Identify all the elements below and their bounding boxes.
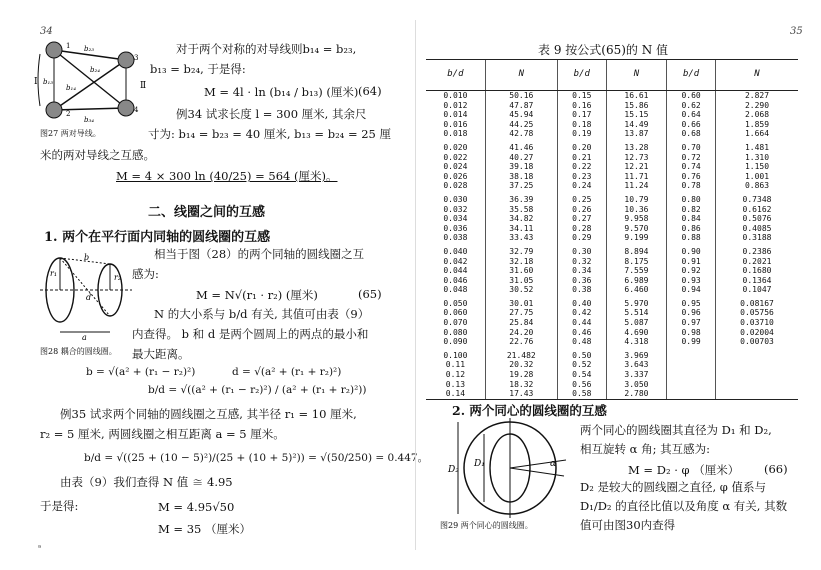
table-cell: 0.84 bbox=[667, 214, 716, 224]
table-cell: 0.014 bbox=[443, 110, 468, 120]
table-cell: 42.78 bbox=[485, 129, 557, 139]
table-cell: 33.43 bbox=[485, 233, 557, 243]
table-row bbox=[426, 139, 798, 153]
table-row bbox=[426, 162, 798, 172]
paragraph-7-equation-1: M = 4.95√50 bbox=[158, 500, 235, 514]
table-cell bbox=[716, 347, 799, 361]
table-cell: 0.62 bbox=[667, 101, 716, 111]
table-cell: 31.60 bbox=[485, 266, 557, 276]
fig29-label-D2: D₂ bbox=[448, 465, 459, 475]
table-row bbox=[426, 243, 798, 257]
table-cell: 0.080 bbox=[443, 327, 468, 337]
table-row bbox=[426, 153, 798, 163]
table-cell bbox=[667, 370, 716, 380]
table-cell: 0.018 bbox=[443, 129, 468, 139]
table-cell: 31.05 bbox=[485, 276, 557, 286]
fig28-label-b: b bbox=[84, 253, 90, 262]
paragraph-6: 由表（9）我们查得 N 值 ≅ 4.95 bbox=[60, 475, 233, 489]
paragraph-9-line-3: 值可由图30内查得 bbox=[580, 518, 676, 532]
page-number-right: 35 bbox=[790, 26, 803, 37]
figure-27-caption: 图27 两对导线。 bbox=[40, 129, 101, 138]
example-35-equation: b/d = √((25 + (10 − 5)²)/(25 + (10 + 5)²)) = √(50/250) = 0.447。 bbox=[84, 452, 429, 464]
table-cell: 0.05756 bbox=[716, 308, 799, 318]
fig28-label-r1: r₁ bbox=[50, 269, 58, 278]
table-cell: 0.74 bbox=[667, 162, 716, 172]
fig28-label-a: a bbox=[82, 333, 87, 342]
table-cell: 8.894 bbox=[606, 243, 666, 257]
table-cell: 35.58 bbox=[485, 205, 557, 215]
table-cell: 50.16 bbox=[485, 91, 557, 101]
table-cell: 0.96 bbox=[667, 308, 716, 318]
fig27-label-b14: b₁₄ bbox=[66, 84, 77, 92]
table-cell: 0.20 bbox=[557, 139, 606, 153]
table-cell: 27.75 bbox=[485, 308, 557, 318]
table-row bbox=[426, 380, 798, 390]
table-cell: 0.21 bbox=[557, 153, 606, 163]
fig28-label-d: d bbox=[86, 293, 92, 302]
paragraph-2-line-2: 寸为: b₁₄ = b₂₃ = 40 厘米, b₁₃ = b₂₄ = 25 厘 bbox=[148, 127, 392, 141]
table-cell: 0.19 bbox=[557, 129, 606, 139]
equation-66-number: (66) bbox=[764, 462, 788, 476]
fig27-node-4: 4 bbox=[134, 106, 139, 114]
col-header-bd-2: b/d bbox=[557, 60, 606, 91]
table-cell: 0.2386 bbox=[716, 243, 799, 257]
table-cell: 0.54 bbox=[557, 370, 606, 380]
table-cell: 0.060 bbox=[443, 308, 468, 318]
table-cell: 0.56 bbox=[557, 380, 606, 390]
table-cell: 0.46 bbox=[557, 328, 606, 338]
table-cell: 0.02004 bbox=[716, 328, 799, 338]
table-cell: 36.39 bbox=[485, 191, 557, 205]
table-cell: 0.99 bbox=[667, 337, 716, 347]
table-cell: 32.18 bbox=[485, 257, 557, 267]
table-cell: 12.21 bbox=[606, 162, 666, 172]
table-row bbox=[426, 328, 798, 338]
table-cell: 0.60 bbox=[667, 91, 716, 101]
subsection-1-title: 1. 两个在平行面内同轴的圆线圈的互感 bbox=[44, 230, 271, 245]
table-cell: 0.12 bbox=[445, 370, 466, 380]
table-cell: 32.79 bbox=[485, 243, 557, 257]
table-cell: 0.64 bbox=[667, 110, 716, 120]
equation-65-number: (65) bbox=[358, 287, 382, 301]
table-row bbox=[426, 205, 798, 215]
table-cell: 4.318 bbox=[606, 337, 666, 347]
table-cell: 0.016 bbox=[443, 119, 468, 129]
paragraph-8-line-2: 相互旋转 α 角; 其互感为: bbox=[580, 442, 710, 456]
fig27-label-b24: b₂₄ bbox=[90, 66, 101, 74]
table-cell: 3.050 bbox=[606, 380, 666, 390]
table-cell: 21.482 bbox=[485, 347, 557, 361]
table-cell: 4.690 bbox=[606, 328, 666, 338]
paragraph-5-line-2: r₂ = 5 厘米, 两圆线圈之相互距离 a = 5 厘米。 bbox=[40, 427, 285, 441]
table-cell: 1.001 bbox=[716, 172, 799, 182]
col-header-n-2: N bbox=[606, 60, 666, 91]
table-cell: 0.3188 bbox=[716, 233, 799, 243]
table-cell: 12.73 bbox=[606, 153, 666, 163]
table-cell: 0.00703 bbox=[716, 337, 799, 347]
table-cell: 0.14 bbox=[426, 389, 485, 399]
section-2-title: 二、线圈之间的互感 bbox=[148, 205, 266, 220]
page-gutter bbox=[415, 20, 416, 550]
table-cell: 0.30 bbox=[557, 243, 606, 257]
table-cell: 5.087 bbox=[606, 318, 666, 328]
table-cell: 10.79 bbox=[606, 191, 666, 205]
table-cell: 2.290 bbox=[716, 101, 799, 111]
fig27-label-I: Ⅰ bbox=[34, 77, 38, 87]
table-cell: 0.38 bbox=[557, 285, 606, 295]
table-cell: 0.048 bbox=[443, 285, 468, 295]
table-cell: 0.6162 bbox=[716, 205, 799, 215]
table-cell: 1.310 bbox=[716, 153, 799, 163]
table-cell: 0.70 bbox=[667, 139, 716, 153]
col-header-bd-3: b/d bbox=[667, 60, 716, 91]
paragraph-1-line-2: b₁₃ = b₂₄, 于是得: bbox=[150, 62, 246, 76]
table-cell: 1.150 bbox=[716, 162, 799, 172]
table-cell bbox=[716, 389, 799, 399]
table-cell: 0.028 bbox=[443, 181, 468, 191]
paragraph-9-line-1: D₂ 是较大的圆线圈之直径, φ 值系与 bbox=[580, 480, 767, 494]
footer-mark: ᵃ bbox=[38, 543, 42, 552]
table-cell: 2.780 bbox=[606, 389, 666, 399]
table-cell: 0.72 bbox=[667, 153, 716, 163]
table-cell: 0.90 bbox=[667, 243, 716, 257]
table-cell: 18.32 bbox=[485, 380, 557, 390]
table-row bbox=[426, 91, 798, 101]
table-cell: 13.87 bbox=[606, 129, 666, 139]
table-cell: 0.036 bbox=[443, 223, 468, 233]
table-cell: 0.29 bbox=[557, 233, 606, 243]
table-cell: 0.91 bbox=[667, 257, 716, 267]
table-cell: 0.03710 bbox=[716, 318, 799, 328]
table-cell: 5.514 bbox=[606, 308, 666, 318]
table-cell bbox=[667, 380, 716, 390]
table-cell: 38.18 bbox=[485, 172, 557, 182]
table-cell: 0.024 bbox=[443, 162, 468, 172]
table-cell: 41.46 bbox=[485, 139, 557, 153]
fig27-node-3: 3 bbox=[134, 54, 139, 62]
table-cell: 0.26 bbox=[557, 205, 606, 215]
table-cell: 0.034 bbox=[443, 214, 468, 224]
table-cell: 45.94 bbox=[485, 110, 557, 120]
table-cell: 0.1047 bbox=[716, 285, 799, 295]
equation-66: M = D₂ · φ （厘米） bbox=[628, 463, 740, 477]
table-cell: 20.32 bbox=[485, 360, 557, 370]
table-cell: 0.24 bbox=[557, 181, 606, 191]
table-cell: 0.16 bbox=[557, 101, 606, 111]
paragraph-2-line-1: 例34 试求长度 l = 300 厘米, 其余尺 bbox=[176, 107, 367, 121]
fig29-label-alpha: α bbox=[550, 459, 557, 469]
table-cell: 19.28 bbox=[485, 370, 557, 380]
table-cell: 0.78 bbox=[667, 181, 716, 191]
table-row bbox=[426, 276, 798, 286]
table-cell: 24.20 bbox=[485, 328, 557, 338]
table-row bbox=[426, 181, 798, 191]
table-cell: 3.337 bbox=[606, 370, 666, 380]
table-cell: 0.18 bbox=[557, 120, 606, 130]
table-cell: 0.34 bbox=[557, 266, 606, 276]
table-cell bbox=[716, 380, 799, 390]
table-cell: 0.44 bbox=[557, 318, 606, 328]
table-row bbox=[426, 224, 798, 234]
table-cell: 1.664 bbox=[716, 129, 799, 139]
paragraph-5-line-1: 例35 试求两个同轴的圆线圈之互感, 其半径 r₁ = 10 厘米, bbox=[60, 407, 357, 421]
table-cell: 30.01 bbox=[485, 295, 557, 309]
table-row bbox=[426, 257, 798, 267]
table-cell: 0.022 bbox=[443, 152, 468, 162]
table-cell: 0.92 bbox=[667, 266, 716, 276]
table-cell: 0.52 bbox=[557, 360, 606, 370]
col-header-bd-1: b/d bbox=[426, 60, 485, 91]
table-cell: 0.040 bbox=[443, 246, 468, 256]
table-cell: 47.87 bbox=[485, 101, 557, 111]
table-cell: 0.36 bbox=[557, 276, 606, 286]
fig28-label-r2: r₂ bbox=[114, 273, 122, 282]
table-cell: 0.25 bbox=[557, 191, 606, 205]
table-cell: 0.050 bbox=[443, 298, 468, 308]
table-cell: 34.82 bbox=[485, 214, 557, 224]
table-cell: 0.7348 bbox=[716, 191, 799, 205]
table-cell: 13.28 bbox=[606, 139, 666, 153]
table-cell: 0.48 bbox=[557, 337, 606, 347]
figure-29-caption: 图29 两个同心的圆线圈。 bbox=[440, 521, 533, 530]
table-cell: 39.18 bbox=[485, 162, 557, 172]
paragraph-9-line-2: D₁/D₂ 的直径比值以及角度 α 有关, 其数 bbox=[580, 499, 788, 513]
table-row bbox=[426, 191, 798, 205]
table-row bbox=[426, 370, 798, 380]
table-row bbox=[426, 172, 798, 182]
table-cell: 9.199 bbox=[606, 233, 666, 243]
table-cell: 0.038 bbox=[443, 233, 468, 243]
table-row bbox=[426, 120, 798, 130]
paragraph-7-equation-2: M = 35 （厘米） bbox=[158, 522, 252, 536]
table-cell: 30.52 bbox=[485, 285, 557, 295]
table-cell: 0.046 bbox=[443, 275, 468, 285]
table-cell: 0.032 bbox=[443, 204, 468, 214]
table-cell: 0.40 bbox=[557, 295, 606, 309]
table-cell: 0.13 bbox=[445, 379, 466, 389]
table-cell: 15.86 bbox=[606, 101, 666, 111]
paragraph-4-line-2: 内查得。 b 和 d 是两个圆周上的两点的最小和 bbox=[132, 327, 369, 341]
table-cell: 2.068 bbox=[716, 110, 799, 120]
table-row bbox=[426, 295, 798, 309]
table-cell: 15.15 bbox=[606, 110, 666, 120]
table-cell: 0.5076 bbox=[716, 214, 799, 224]
table-row bbox=[426, 308, 798, 318]
fig27-label-b34: b₃₄ bbox=[84, 116, 95, 124]
table-cell: 34.11 bbox=[485, 224, 557, 234]
table-cell: 0.22 bbox=[557, 162, 606, 172]
table-header-row bbox=[426, 60, 798, 91]
table-cell: 10.36 bbox=[606, 205, 666, 215]
table-cell: 0.1680 bbox=[716, 266, 799, 276]
table-row bbox=[426, 214, 798, 224]
table-cell: 0.28 bbox=[557, 224, 606, 234]
table-cell: 9.570 bbox=[606, 224, 666, 234]
paragraph-3-line-1: 相当于图（28）的两个同轴的圆线圈之互 bbox=[154, 247, 365, 261]
table-cell: 17.43 bbox=[485, 389, 557, 399]
table-cell bbox=[667, 389, 716, 399]
table-cell: 0.88 bbox=[667, 233, 716, 243]
table-cell: 0.4085 bbox=[716, 224, 799, 234]
table-cell: 0.15 bbox=[557, 91, 606, 101]
table-cell: 0.11 bbox=[445, 360, 466, 370]
fig27-node-1: 1 bbox=[66, 42, 71, 50]
example-34-answer: M = 4 × 300 ln (40/25) = 564 (厘米)。 bbox=[116, 169, 338, 183]
equation-64-number: (64) bbox=[358, 84, 382, 98]
fig27-label-b23: b₂₃ bbox=[84, 45, 95, 53]
table-cell: 0.08167 bbox=[716, 295, 799, 309]
table-cell: 1.859 bbox=[716, 120, 799, 130]
table-9-body bbox=[426, 91, 798, 400]
table-cell: 0.070 bbox=[443, 318, 468, 328]
paragraph-4-line-1: N 的大小系与 b/d 有关, 其值可由表（9） bbox=[154, 307, 370, 321]
paragraph-2-line-3: 米的两对导线之互感。 bbox=[40, 148, 155, 162]
table-cell: 6.460 bbox=[606, 285, 666, 295]
table-row bbox=[426, 233, 798, 243]
table-cell: 0.94 bbox=[667, 285, 716, 295]
table-row bbox=[426, 285, 798, 295]
table-cell: 8.175 bbox=[606, 257, 666, 267]
table-cell: 0.66 bbox=[667, 120, 716, 130]
table-cell: 1.481 bbox=[716, 139, 799, 153]
table-cell: 0.17 bbox=[557, 110, 606, 120]
table-row bbox=[426, 101, 798, 111]
table-cell: 0.82 bbox=[667, 205, 716, 215]
table-cell bbox=[667, 360, 716, 370]
table-cell: 0.80 bbox=[667, 191, 716, 205]
equation-65: M = N√(r₁ · r₂) (厘米) bbox=[196, 288, 318, 302]
table-row bbox=[426, 129, 798, 139]
table-9 bbox=[426, 59, 798, 400]
table-cell: 2.827 bbox=[716, 91, 799, 101]
table-cell: 5.970 bbox=[606, 295, 666, 309]
table-cell: 0.2021 bbox=[716, 257, 799, 267]
table-row bbox=[426, 110, 798, 120]
table-cell: 11.24 bbox=[606, 181, 666, 191]
table-cell: 44.25 bbox=[485, 120, 557, 130]
table-row bbox=[426, 266, 798, 276]
table-cell: 0.010 bbox=[443, 91, 468, 100]
equation-b: b = √(a² + (r₁ − r₂)²) bbox=[86, 366, 196, 378]
col-header-n-3: N bbox=[716, 60, 799, 91]
table-cell: 0.1364 bbox=[716, 276, 799, 286]
table-row bbox=[426, 360, 798, 370]
table-row bbox=[426, 389, 798, 399]
equation-d: d = √(a² + (r₁ + r₂)²) bbox=[232, 366, 342, 378]
table-cell: 0.86 bbox=[667, 224, 716, 234]
paragraph-4-line-3: 最大距离。 bbox=[132, 347, 190, 361]
table-cell: 0.042 bbox=[443, 256, 468, 266]
table-cell: 11.71 bbox=[606, 172, 666, 182]
figure-27-diagram bbox=[36, 38, 148, 130]
table-cell: 0.863 bbox=[716, 181, 799, 191]
table-cell: 0.68 bbox=[667, 129, 716, 139]
table-cell: 0.026 bbox=[443, 171, 468, 181]
figure-28-caption: 图28 耦合的圆线圈。 bbox=[40, 347, 117, 356]
table-cell: 3.643 bbox=[606, 360, 666, 370]
table-cell: 37.25 bbox=[485, 181, 557, 191]
table-cell: 0.98 bbox=[667, 328, 716, 338]
table-cell: 0.020 bbox=[443, 142, 468, 152]
table-cell: 0.50 bbox=[557, 347, 606, 361]
table-cell: 40.27 bbox=[485, 153, 557, 163]
fig29-label-D1: D₁ bbox=[474, 459, 485, 469]
table-cell: 16.61 bbox=[606, 91, 666, 101]
equation-64: M = 4l · ln (b₁₄ / b₁₃) (厘米) bbox=[204, 85, 359, 99]
table-cell: 0.32 bbox=[557, 257, 606, 267]
table-row bbox=[426, 318, 798, 328]
table-cell: 0.012 bbox=[443, 100, 468, 110]
table-cell: 0.42 bbox=[557, 308, 606, 318]
table-cell: 0.76 bbox=[667, 172, 716, 182]
table-cell: 14.49 bbox=[606, 120, 666, 130]
table-cell bbox=[716, 370, 799, 380]
table-cell: 0.27 bbox=[557, 214, 606, 224]
table-cell bbox=[716, 360, 799, 370]
table-cell: 6.989 bbox=[606, 276, 666, 286]
table-cell: 9.958 bbox=[606, 214, 666, 224]
table-cell: 0.58 bbox=[557, 389, 606, 399]
table-cell: 0.044 bbox=[443, 266, 468, 276]
table-cell: 22.76 bbox=[485, 337, 557, 347]
table-cell: 0.090 bbox=[443, 337, 468, 347]
paragraph-1-line-1: 对于两个对称的对导线则b₁₄ = b₂₃, bbox=[176, 42, 357, 56]
table-cell: 25.84 bbox=[485, 318, 557, 328]
table-row bbox=[426, 347, 798, 361]
col-header-n-1: N bbox=[485, 60, 557, 91]
table-row bbox=[426, 337, 798, 347]
fig27-node-2: 2 bbox=[66, 110, 71, 118]
table-9-title: 表 9 按公式(65)的 N 值 bbox=[538, 43, 669, 57]
fig27-label-II: Ⅱ bbox=[140, 81, 147, 91]
equation-b-over-d: b/d = √((a² + (r₁ − r₂)²) / (a² + (r₁ + r₂)²)) bbox=[148, 384, 367, 396]
table-cell: 0.95 bbox=[667, 295, 716, 309]
table-cell: 3.969 bbox=[606, 347, 666, 361]
table-cell: 0.93 bbox=[667, 276, 716, 286]
table-cell: 0.23 bbox=[557, 172, 606, 182]
figure-28-diagram bbox=[40, 246, 134, 342]
subsection-2-title: 2. 两个同心的圆线圈的互感 bbox=[452, 403, 607, 418]
table-cell: 7.559 bbox=[606, 266, 666, 276]
paragraph-3-line-2: 感为: bbox=[132, 267, 159, 281]
table-cell: 0.030 bbox=[443, 194, 468, 204]
table-cell: 0.97 bbox=[667, 318, 716, 328]
fig27-label-b13: b₁₃ bbox=[43, 78, 54, 86]
figure-29-diagram bbox=[448, 416, 576, 520]
table-cell bbox=[667, 347, 716, 361]
paragraph-8-line-1: 两个同心的圆线圈其直径为 D₁ 和 D₂, bbox=[580, 423, 772, 437]
page-number-left: 34 bbox=[40, 26, 53, 37]
paragraph-7-label: 于是得: bbox=[40, 499, 79, 513]
table-cell: 0.100 bbox=[443, 350, 468, 360]
